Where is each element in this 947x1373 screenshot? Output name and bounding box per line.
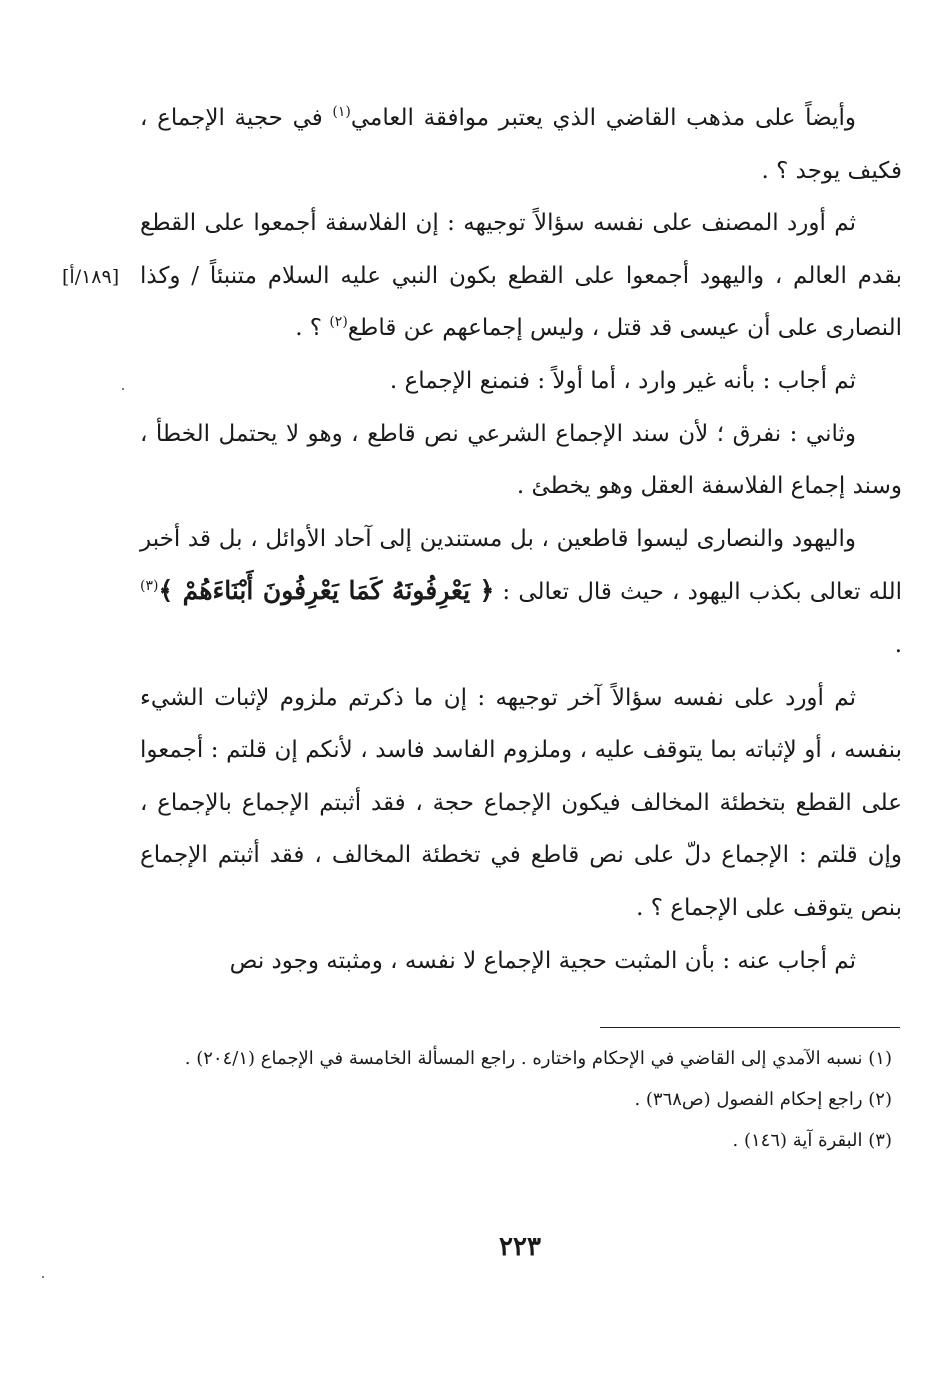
footnotes: [140, 1038, 902, 1161]
paragraph-2: [140, 197, 902, 355]
paragraph-4: [140, 408, 902, 513]
page-number: ٢٢٣: [499, 1232, 541, 1262]
paragraph-1: [140, 92, 902, 197]
footnote-marker-2: (٢): [329, 314, 348, 331]
paragraph-7: [140, 935, 902, 988]
paragraph-7-text: ثم أجاب عنه : بأن المثبت حجية الإجماع لا نفسه ، ومثبته وجود نص: [229, 947, 856, 974]
paragraph-5-text-end: .: [894, 631, 902, 658]
paragraph-6: [140, 672, 902, 935]
scan-speck: [42, 1276, 44, 1278]
footnote-marker-3: (٣): [140, 578, 159, 595]
quran-verse: ﴿ يَعْرِفُونَهُ كَمَا يَعْرِفُونَ أَبْنَاءَهُمْ ﴾: [158, 576, 495, 606]
paragraph-3: [140, 355, 902, 408]
paragraph-5-text: واليهود والنصارى ليسوا قاطعين ، بل مستندين إلى آحاد الأوائل ، بل قد أخبر الله تعالى بكذب اليهود ، حيث قال تعالى :: [140, 525, 902, 606]
paragraph-2-text: ثم أورد المصنف على نفسه سؤالاً توجيهه : إن الفلاسفة أجمعوا على القطع بقدم العالم ، واليهود أجمعوا على القطع بكون النبي عليه السلام متنبئاً / وكذا النصارى على أن عيسى قد قتل ، وليس إجماعهم عن قاطع: [140, 210, 902, 342]
paragraph-3-text: ثم أجاب : بأنه غير وارد ، أما أولاً : فنمنع الإجماع .: [389, 367, 856, 394]
paragraph-5: [140, 513, 902, 672]
footnote-3: (٣) البقرة آية (١٤٦) .: [732, 1130, 892, 1151]
footnote-1: (١) نسبه الآمدي إلى القاضي في الإحكام واختاره . راجع المسألة الخامسة في الإجماع (٢٠٤/١) .: [184, 1048, 892, 1069]
paragraph-4-text: وثاني : نفرق ؛ لأن سند الإجماع الشرعي نص قاطع ، وهو لا يحتمل الخطأ ، وسند إجماع الفلاسفة العقل وهو يخطئ .: [140, 420, 902, 500]
manuscript-folio-reference: [١٨٩/أ]: [62, 266, 120, 288]
footnote-marker-1: (١): [332, 104, 351, 120]
paragraph-2-text-end: ؟ .: [295, 315, 330, 342]
main-text: [140, 92, 902, 987]
paragraph-1-text-end: في حجية الإجماع ، فكيف يوجد ؟ .: [140, 105, 902, 184]
scan-speck: [122, 388, 124, 390]
paragraph-1-text: وأيضاً على مذهب القاضي الذي يعتبر موافقة العامي: [350, 105, 856, 131]
paragraph-6-text: ثم أورد على نفسه سؤالاً آخر توجيهه : إن ما ذكرتم ملزوم لإثبات الشيء بنفسه ، أو لإثباته بما يتوقف عليه ، وملزوم الفاسد فاسد ، لأنكم إن قلتم : أجمعوا على القطع بتخطئة المخالف فيكون الإجماع حجة ، فقد أثبتم الإجماع بالإجماع ، وإن قلتم : الإجماع دلّ على نص قاطع في تخطئة المخالف ، فقد أثبتم الإجماع بنص يتوقف على الإجماع ؟ .: [140, 684, 902, 921]
footnote-2: (٢) راجع إحكام الفصول (ص٣٦٨) .: [634, 1089, 892, 1110]
footnote-divider: [600, 1027, 900, 1028]
